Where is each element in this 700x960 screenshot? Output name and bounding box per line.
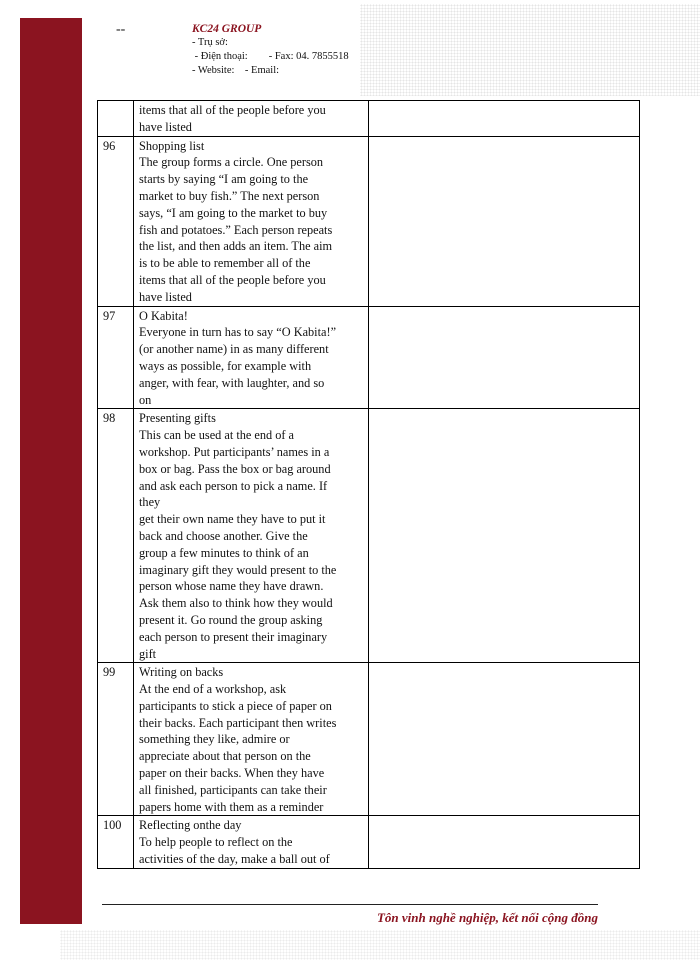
activity-description: [134, 306, 369, 409]
header-website-email: - Website: - Email:: [192, 65, 280, 76]
activity-text-line: group a few minutes to think of an: [139, 545, 309, 560]
table-row: [98, 306, 640, 409]
activity-description: [134, 409, 369, 663]
activity-text-line: have listed: [139, 289, 192, 304]
activity-text-line: imaginary gift they would present to the: [139, 562, 337, 577]
activity-text-line: present it. Go round the group asking: [139, 612, 323, 627]
table-row: [98, 136, 640, 306]
activity-text-line: the list, and then adds an item. The aim: [139, 239, 333, 254]
activity-text-line: To help people to reflect on the: [139, 835, 293, 850]
empty-cell: [369, 101, 640, 137]
company-name: KC24 GROUP: [192, 23, 262, 35]
activity-text-line: their backs. Each participant then writes: [139, 715, 337, 730]
activity-text-line: person whose name they have drawn.: [139, 579, 324, 594]
activity-text-line: papers home with them as a reminder: [139, 799, 324, 814]
activity-text-line: ways as possible, for example with: [139, 358, 312, 373]
activity-title: Shopping list: [139, 138, 205, 153]
activity-description: [134, 663, 369, 816]
activity-text-line: market to buy fish.” The next person: [139, 188, 320, 203]
activity-text-line: workshop. Put participants’ names in a: [139, 444, 330, 459]
activity-text-line: Everyone in turn has to say “O Kabita!”: [139, 325, 337, 340]
activity-description: [134, 101, 369, 137]
activity-text-line: Ask them also to think how they would: [139, 596, 333, 611]
empty-cell: [369, 409, 640, 663]
activity-text-line: and ask each person to pick a name. If: [139, 478, 328, 493]
activity-text-line: appreciate about that person on the: [139, 749, 311, 764]
activity-text-line: The group forms a circle. One person: [139, 155, 324, 170]
sidebar-band: [20, 18, 82, 924]
empty-cell: [369, 306, 640, 409]
activity-text-line: is to be able to remember all of the: [139, 256, 311, 271]
activity-text-line: anger, with fear, with laughter, and so: [139, 375, 325, 390]
activity-text-line: something they like, admire or: [139, 732, 290, 747]
row-number: 100: [98, 816, 134, 868]
activity-text-line: on: [139, 392, 152, 407]
activity-text-line: starts by saying “I am going to the: [139, 172, 309, 187]
table-row: [98, 409, 640, 663]
activity-title: O Kabita!: [139, 308, 188, 323]
activity-title: Presenting gifts: [139, 411, 216, 426]
row-number: 97: [98, 306, 134, 409]
row-number: [98, 101, 134, 137]
company-header: [192, 22, 349, 78]
activity-text-line: paper on their backs. When they have: [139, 766, 325, 781]
dotted-texture-top: [360, 4, 700, 96]
empty-cell: [369, 136, 640, 306]
activity-text-line: activities of the day, make a ball out of: [139, 852, 330, 867]
activity-title: Writing on backs: [139, 665, 224, 680]
empty-cell: [369, 663, 640, 816]
footer-rule: [102, 904, 598, 905]
activities-table: [97, 100, 640, 869]
row-number: 96: [98, 136, 134, 306]
row-number: 98: [98, 409, 134, 663]
activity-text-line: says, “I am going to the market to buy: [139, 205, 328, 220]
activity-text-line: all finished, participants can take their: [139, 782, 327, 797]
activity-text-line: items that all of the people before you: [139, 103, 326, 117]
dotted-texture-bottom: [60, 930, 700, 960]
activity-text-line: fish and potatoes.” Each person repeats: [139, 222, 333, 237]
activity-text-line: box or bag. Pass the box or bag around: [139, 461, 331, 476]
activity-text-line: back and choose another. Give the: [139, 528, 308, 543]
activity-description: [134, 136, 369, 306]
activity-text-line: (or another name) in as many different: [139, 342, 329, 357]
row-number: 99: [98, 663, 134, 816]
activity-text-line: At the end of a workshop, ask: [139, 682, 287, 697]
table-row: [98, 101, 640, 137]
activity-text-line: get their own name they have to put it: [139, 512, 326, 527]
header-address: - Trụ sở:: [192, 37, 228, 48]
activity-text-line: each person to present their imaginary: [139, 629, 328, 644]
footer-slogan: Tôn vinh nghề nghiệp, kết nối cộng đồng: [376, 910, 598, 925]
header-phone-fax: - Điện thoại: - Fax: 04. 7855518: [192, 51, 349, 62]
header-dash: --: [116, 22, 126, 37]
activity-description: [134, 816, 369, 868]
activity-text-line: items that all of the people before you: [139, 272, 326, 287]
activity-text-line: have listed: [139, 119, 192, 134]
table-row: [98, 816, 640, 868]
activity-text-line: gift: [139, 646, 157, 661]
empty-cell: [369, 816, 640, 868]
activity-title: Reflecting onthe day: [139, 818, 242, 833]
activity-text-line: participants to stick a piece of paper on: [139, 698, 332, 713]
table-row: [98, 663, 640, 816]
activity-text-line: they: [139, 495, 161, 510]
activity-text-line: This can be used at the end of a: [139, 428, 295, 443]
